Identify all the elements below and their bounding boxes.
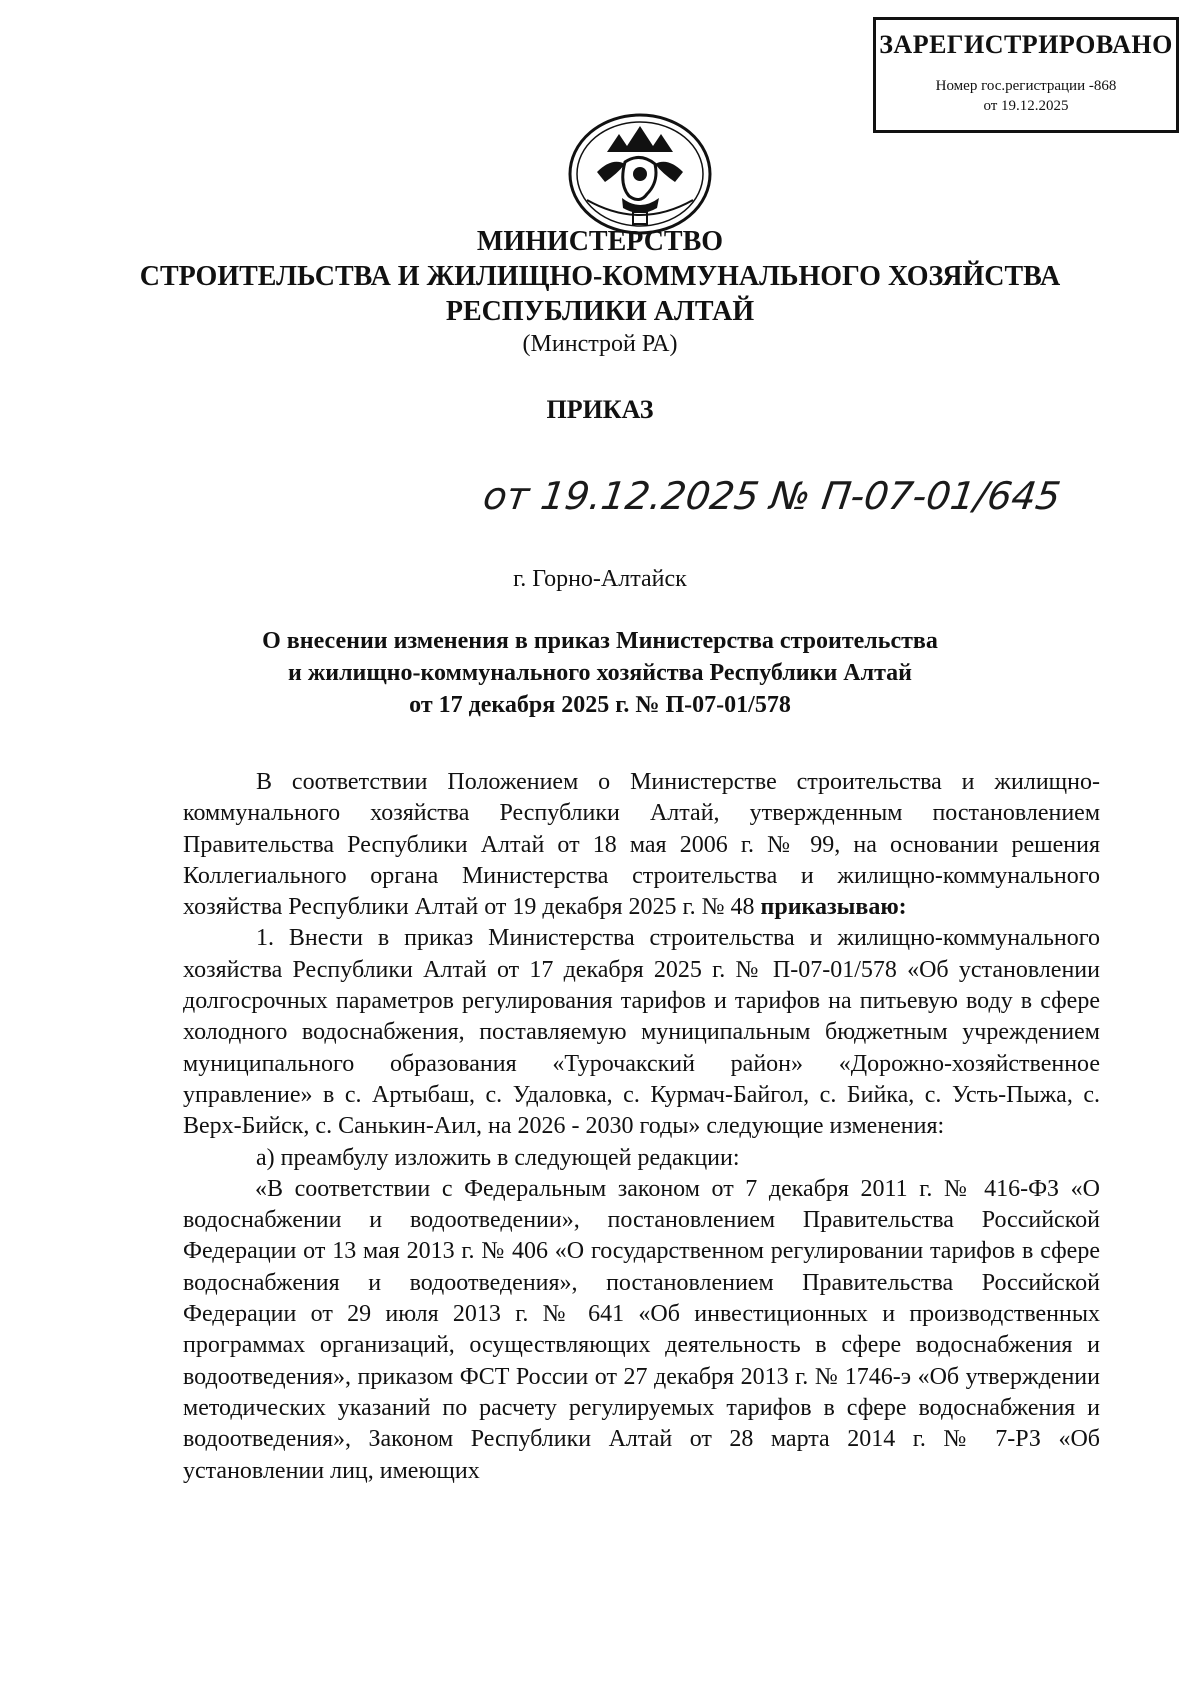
- preamble-text: В соответствии Положением о Министерстве строительства и жилищно-коммунального хозяйства Республики Алтай, утвержденным постановлением Правительства Республики Алтай от 18 мая 2006 г. № 99, на основании решения Коллегиального органа Министерства строительства и жилищно-коммунального хозяйства Республики Алтай от 19 декабря 2025 г. № 48: [183, 769, 1100, 921]
- header-line-3: РЕСПУБЛИКИ АЛТАЙ: [445, 296, 755, 327]
- handwritten-date-number: [480, 465, 1064, 525]
- ministry-header: [0, 224, 1200, 359]
- order-word: приказываю:: [760, 894, 907, 921]
- coat-of-arms-icon: [567, 112, 713, 236]
- handwritten-text: от 19.12.2025 № П-07-01/645: [480, 475, 1064, 519]
- registration-stamp: [873, 17, 1179, 133]
- body-paragraph-quoted-preamble: «В соответствии с Федеральным законом от 7 декабря 2011 г. № 416-ФЗ «О водоснабжении и водоотведении», постановлением Правительства Российской Федерации от 13 мая 2013 г. № 406 «О государственном регулировании тарифов в сфере водоснабжения и водоотведения», постановлением Правительства Российской Федерации от 29 июля 2013 г. № 641 «Об инвестиционных и производственных программах организаций, осуществляющих деятельность в сфере водоснабжения и водоотведения», приказом ФСТ России от 27 декабря 2013 г. № 1746-э «Об утверждении методических указаний по расчету регулируемых тарифов в сфере водоснабжения и водоотведения», Законом Республики Алтай от 28 марта 2014 г. № 7-РЗ «Об установлении лиц, имеющих: [183, 1175, 1100, 1484]
- body-paragraph-item-1: 1. Внести в приказ Министерства строительства и жилищно-коммунального хозяйства Республики Алтай от 17 декабря 2025 г. № П-07-01/578 «Об установлении долгосрочных параметров регулирования тарифов и тарифов на питьевую воду в сфере холодного водоснабжения, поставляемую муниципальным бюджетным учреждением муниципального образования «Турочакский район» «Дорожно-хозяйственное управление» в с. Артыбаш, с. Удаловка, с. Курмач-Байгол, с. Бийка, с. Усть-Пыжа, с. Верх-Бийск, с. Санькин-Аил, на 2026 - 2030 годы» следующие изменения:: [183, 925, 1100, 1140]
- order-body: [183, 767, 1100, 1487]
- header-abbreviation: (Минстрой РА): [522, 331, 678, 357]
- body-paragraph-item-a: а) преамбулу изложить в следующей редакции:: [256, 1144, 740, 1171]
- body-paragraph-preamble: [183, 767, 1100, 923]
- header-line-2: СТРОИТЕЛЬСТВА И ЖИЛИЩНО-КОММУНАЛЬНОГО ХОЗЯЙСТВА: [139, 261, 1061, 292]
- subject-line-3: от 17 декабря 2025 г. № П-07-01/578: [409, 692, 791, 718]
- stamp-title: ЗАРЕГИСТРИРОВАНО: [879, 30, 1173, 59]
- subject-line-1: О внесении изменения в приказ Министерства строительства: [262, 628, 938, 654]
- stamp-reg-number: Номер гос.регистрации -868: [935, 78, 1117, 94]
- order-subject: [0, 625, 1200, 721]
- header-line-1: МИНИСТЕРСТВО: [476, 226, 724, 257]
- city: г. Горно-Алтайск: [513, 566, 687, 592]
- stamp-reg-date: от 19.12.2025: [983, 98, 1069, 114]
- subject-line-2: и жилищно-коммунального хозяйства Республики Алтай: [288, 660, 912, 686]
- order-title: ПРИКАЗ: [546, 395, 654, 424]
